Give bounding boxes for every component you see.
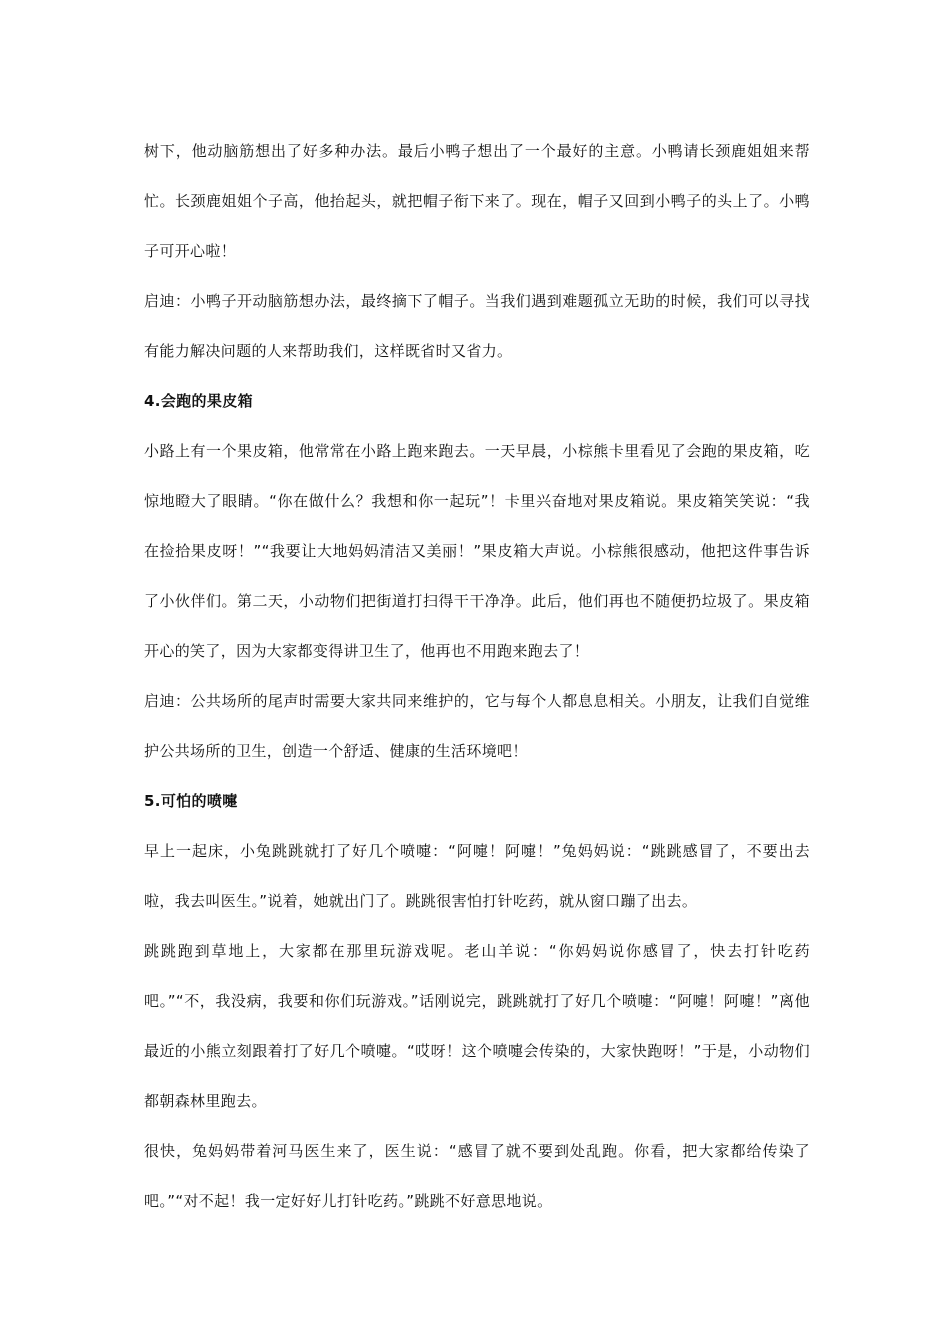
story5-title: 5.可怕的喷嚏 xyxy=(144,792,238,810)
story5-paragraph-3: 很快，兔妈妈带着河马医生来了，医生说：“感冒了就不要到处乱跑。你看，把大家都给传染了吧。”“对不起！我一定好好儿打针吃药。”跳跳不好意思地说。 xyxy=(144,1142,810,1210)
document-page xyxy=(144,126,810,1226)
story5-paragraph-2: 跳跳跑到草地上，大家都在那里玩游戏呢。老山羊说：“你妈妈说你感冒了，快去打针吃药吧。”“不，我没病，我要和你们玩游戏。”话刚说完，跳跳就打了好几个喷嚏：“阿嚏！阿嚏！”离他最近的小熊立刻跟着打了好几个喷嚏。“哎呀！这个喷嚏会传染的，大家快跑呀！”于是，小动物们都朝森林里跑去。 xyxy=(144,942,810,1110)
story4-title: 4.会跑的果皮箱 xyxy=(144,392,253,410)
story4-moral-paragraph: 启迪：公共场所的尾声时需要大家共同来维护的，它与每个人都息息相关。小朋友，让我们自觉维护公共场所的卫生，创造一个舒适、健康的生活环境吧！ xyxy=(144,692,810,760)
story5-paragraph-1: 早上一起床，小兔跳跳就打了好几个喷嚏：“阿嚏！阿嚏！”兔妈妈说：“跳跳感冒了，不要出去啦，我去叫医生。”说着，她就出门了。跳跳很害怕打针吃药，就从窗口蹦了出去。 xyxy=(144,842,810,910)
story4-body-paragraph: 小路上有一个果皮箱，他常常在小路上跑来跑去。一天早晨，小棕熊卡里看见了会跑的果皮箱，吃惊地瞪大了眼睛。“你在做什么？我想和你一起玩”！卡里兴奋地对果皮箱说。果皮箱笑笑说：“我在捡拾果皮呀！”“我要让大地妈妈清洁又美丽！”果皮箱大声说。小棕熊很感动，他把这件事告诉了小伙伴们。第二天，小动物们把街道打扫得干干净净。此后，他们再也不随便扔垃圾了。果皮箱开心的笑了，因为大家都变得讲卫生了，他再也不用跑来跑去了！ xyxy=(144,442,810,660)
story3-moral-paragraph: 启迪：小鸭子开动脑筋想办法，最终摘下了帽子。当我们遇到难题孤立无助的时候，我们可以寻找有能力解决问题的人来帮助我们，这样既省时又省力。 xyxy=(144,292,810,360)
story3-ending-paragraph: 树下，他动脑筋想出了好多种办法。最后小鸭子想出了一个最好的主意。小鸭请长颈鹿姐姐来帮忙。长颈鹿姐姐个子高，他抬起头，就把帽子衔下来了。现在，帽子又回到小鸭子的头上了。小鸭子可开心啦！ xyxy=(144,142,810,260)
